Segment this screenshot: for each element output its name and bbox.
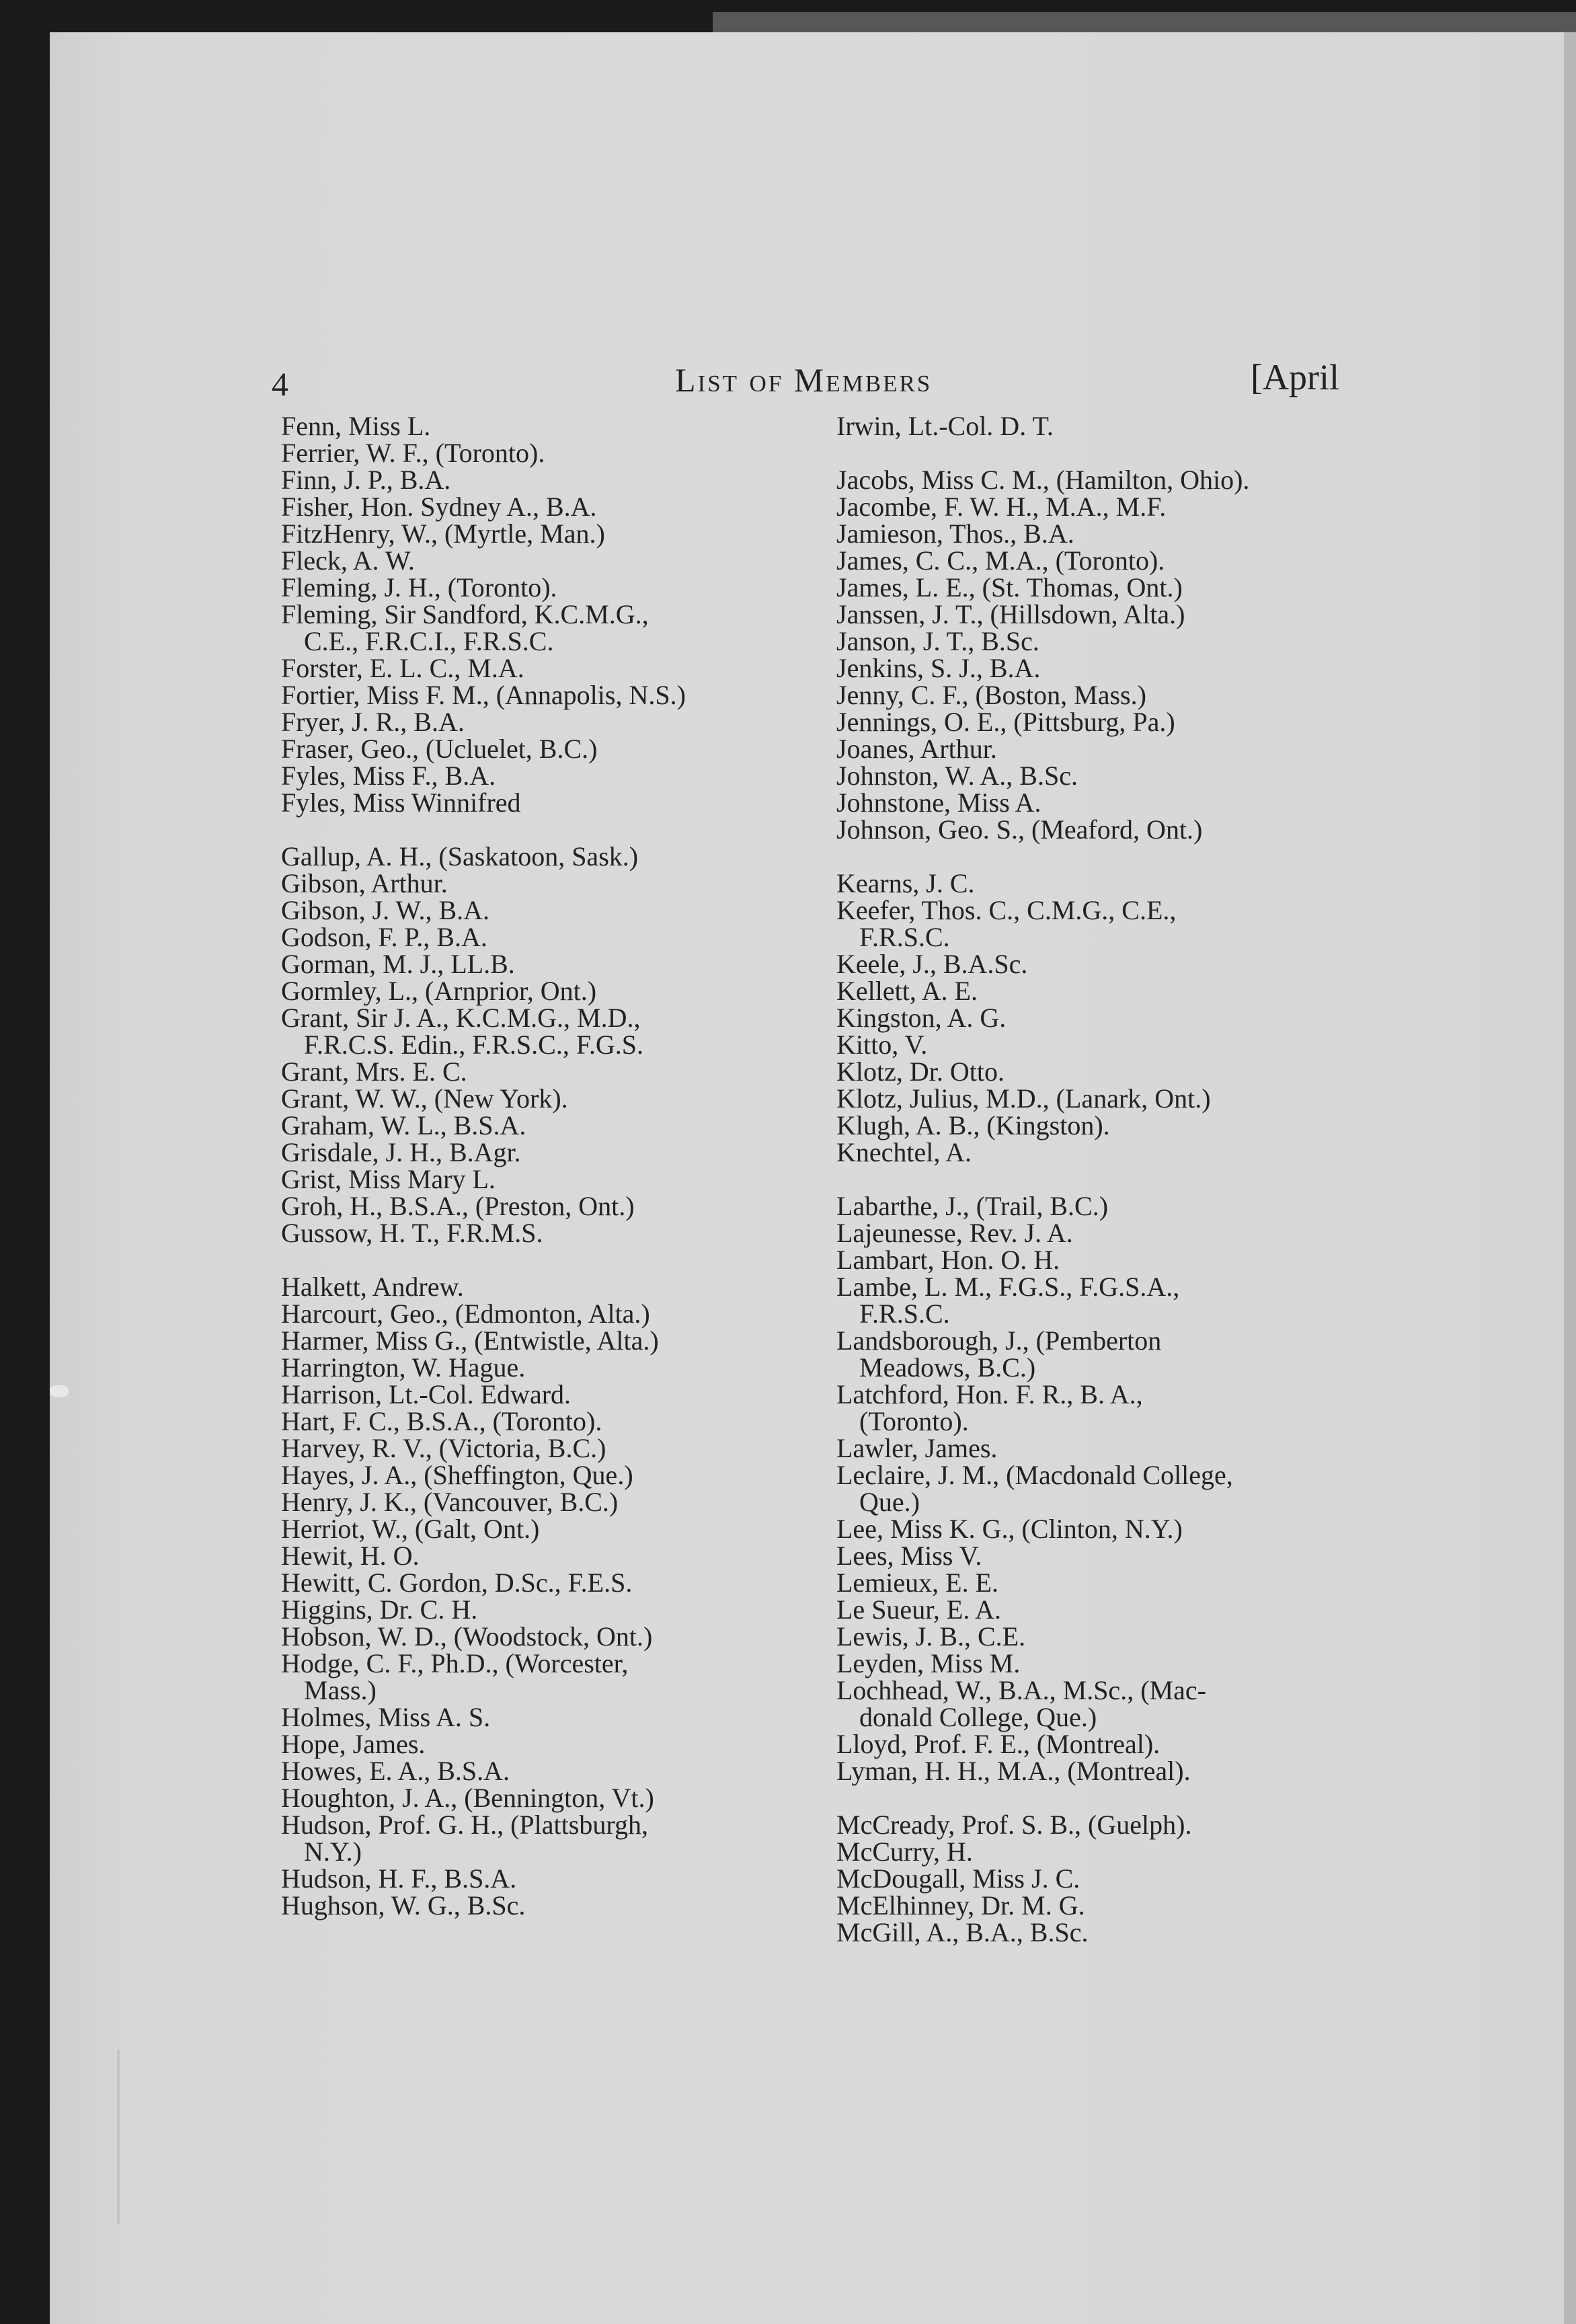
member-entry: Herriot, W., (Galt, Ont.) [281, 1514, 540, 1544]
member-entry: Le Sueur, E. A. [836, 1594, 1002, 1625]
member-entry-continuation: F.R.S.C. [859, 1299, 950, 1329]
member-entry: Hewitt, C. Gordon, D.Sc., F.E.S. [281, 1567, 633, 1598]
member-entry: Graham, W. L., B.S.A. [281, 1110, 526, 1140]
member-entry: Landsborough, J., (Pemberton [836, 1325, 1162, 1356]
member-entry: Hughson, W. G., B.Sc. [281, 1890, 526, 1921]
section-gap [836, 1166, 1374, 1193]
member-entry: Johnstone, Miss A. [836, 787, 1041, 818]
member-entry: Fleming, Sir Sandford, K.C.M.G., [281, 599, 649, 629]
member-entry: Hodge, C. F., Ph.D., (Worcester, [281, 1648, 629, 1678]
member-entry: Forster, E. L. C., M.A. [281, 653, 524, 683]
member-entry: McElhinney, Dr. M. G. [836, 1890, 1085, 1921]
member-entry: Fisher, Hon. Sydney A., B.A. [281, 492, 597, 522]
member-entry: Ferrier, W. F., (Toronto). [281, 438, 545, 468]
member-entry: Gormley, L., (Arnprior, Ont.) [281, 976, 597, 1006]
member-entry: Groh, H., B.S.A., (Preston, Ont.) [281, 1191, 635, 1221]
member-entry: Jacombe, F. W. H., M.A., M.F. [836, 492, 1167, 522]
member-entry: Hayes, J. A., (Sheffington, Que.) [281, 1460, 633, 1490]
member-entry: McCurry, H. [836, 1836, 973, 1867]
member-entry: Klotz, Dr. Otto. [836, 1056, 1004, 1087]
member-entry: Latchford, Hon. F. R., B. A., [836, 1379, 1143, 1409]
member-entry: Higgins, Dr. C. H. [281, 1594, 478, 1625]
member-entry: Grant, W. W., (New York). [281, 1083, 568, 1114]
member-entry: Fleck, A. W. [281, 545, 415, 576]
running-head: List of Members [675, 361, 933, 399]
member-entry: Janson, J. T., B.Sc. [836, 626, 1039, 656]
member-entry: Hudson, Prof. G. H., (Plattsburgh, [281, 1810, 648, 1840]
member-entry: Leyden, Miss M. [836, 1648, 1021, 1678]
member-entry: Grist, Miss Mary L. [281, 1164, 496, 1194]
member-entry: Gussow, H. T., F.R.M.S. [281, 1218, 543, 1248]
member-entry: Hart, F. C., B.S.A., (Toronto). [281, 1406, 602, 1436]
member-entry: Leclaire, J. M., (Macdonald College, [836, 1460, 1233, 1490]
member-entry: Hope, James. [281, 1729, 426, 1759]
member-entry: Kellett, A. E. [836, 976, 978, 1006]
member-entry: Harcourt, Geo., (Edmonton, Alta.) [281, 1299, 650, 1329]
page-fold-mark [117, 2050, 120, 2224]
member-entry: Jamieson, Thos., B.A. [836, 518, 1074, 549]
member-entry: Halkett, Andrew. [281, 1272, 464, 1302]
member-entry: Labarthe, J., (Trail, B.C.) [836, 1191, 1109, 1221]
member-entry: Hewit, H. O. [281, 1541, 420, 1571]
member-entry-continuation: donald College, Que.) [859, 1702, 1097, 1732]
member-entry: Gorman, M. J., LL.B. [281, 949, 515, 979]
member-entry: Gibson, Arthur. [281, 868, 448, 898]
section-gap [836, 843, 1374, 870]
member-entry: Lambe, L. M., F.G.S., F.G.S.A., [836, 1272, 1180, 1302]
member-entry-continuation: Que.) [859, 1487, 920, 1517]
member-entry: FitzHenry, W., (Myrtle, Man.) [281, 518, 605, 549]
page-header [50, 351, 1576, 405]
member-entry: Finn, J. P., B.A. [281, 465, 451, 495]
member-entry: Gibson, J. W., B.A. [281, 895, 490, 925]
member-entry: Kitto, V. [836, 1030, 928, 1060]
scanner-top-edge [713, 12, 1576, 34]
member-entry: Fyles, Miss F., B.A. [281, 761, 496, 791]
member-entry: Knechtel, A. [836, 1137, 972, 1167]
member-entry-continuation: F.R.C.S. Edin., F.R.S.C., F.G.S. [304, 1030, 644, 1060]
member-entry: Lambart, Hon. O. H. [836, 1245, 1060, 1275]
member-entry: Janssen, J. T., (Hillsdown, Alta.) [836, 599, 1185, 629]
member-entry: Godson, F. P., B.A. [281, 922, 487, 952]
section-gap [281, 1247, 819, 1274]
member-entry: Kingston, A. G. [836, 1003, 1007, 1033]
member-entry: Grisdale, J. H., B.Agr. [281, 1137, 521, 1167]
member-entry-continuation: F.R.S.C. [859, 922, 950, 952]
member-entry: McGill, A., B.A., B.Sc. [836, 1917, 1089, 1947]
member-entry: Henry, J. K., (Vancouver, B.C.) [281, 1487, 619, 1517]
member-entry: James, C. C., M.A., (Toronto). [836, 545, 1165, 576]
member-entry: Keefer, Thos. C., C.M.G., C.E., [836, 895, 1177, 925]
member-entry: Jennings, O. E., (Pittsburg, Pa.) [836, 707, 1175, 737]
member-entry: Fyles, Miss Winnifred [281, 787, 521, 818]
member-entry: Lloyd, Prof. F. E., (Montreal). [836, 1729, 1160, 1759]
member-entry: Johnson, Geo. S., (Meaford, Ont.) [836, 814, 1203, 845]
member-entry: Howes, E. A., B.S.A. [281, 1756, 510, 1786]
member-entry: Hobson, W. D., (Woodstock, Ont.) [281, 1621, 653, 1652]
member-entry: Lajeunesse, Rev. J. A. [836, 1218, 1073, 1248]
page [50, 32, 1576, 2324]
right-column [836, 413, 1374, 1946]
member-entry: Hudson, H. F., B.S.A. [281, 1863, 517, 1894]
member-entry: Harrington, W. Hague. [281, 1352, 526, 1383]
member-entry-continuation: C.E., F.R.C.I., F.R.S.C. [304, 626, 554, 656]
member-entry: Fortier, Miss F. M., (Annapolis, N.S.) [281, 680, 686, 710]
page-number: 4 [272, 365, 288, 403]
member-entry: Jenkins, S. J., B.A. [836, 653, 1041, 683]
member-entry: Harvey, R. V., (Victoria, B.C.) [281, 1433, 606, 1463]
member-entry: Lawler, James. [836, 1433, 998, 1463]
member-entry: Lewis, J. B., C.E. [836, 1621, 1026, 1652]
member-entry: Grant, Sir J. A., K.C.M.G., M.D., [281, 1003, 641, 1033]
member-entry: Kearns, J. C. [836, 868, 975, 898]
member-entry: Lochhead, W., B.A., M.Sc., (Mac- [836, 1675, 1206, 1705]
member-entry: Harmer, Miss G., (Entwistle, Alta.) [281, 1325, 659, 1356]
member-entry: Grant, Mrs. E. C. [281, 1056, 467, 1087]
running-head-month: [April [1251, 357, 1339, 397]
member-entry: McCready, Prof. S. B., (Guelph). [836, 1810, 1192, 1840]
member-entry-continuation: N.Y.) [304, 1836, 362, 1867]
member-entry: Harrison, Lt.-Col. Edward. [281, 1379, 572, 1409]
scan-blemish [50, 1385, 69, 1397]
member-entry: Joanes, Arthur. [836, 734, 997, 764]
member-entry: Fraser, Geo., (Ucluelet, B.C.) [281, 734, 598, 764]
member-entry: Johnston, W. A., B.Sc. [836, 761, 1078, 791]
member-entry-continuation: Meadows, B.C.) [859, 1352, 1036, 1383]
member-entry: Lees, Miss V. [836, 1541, 982, 1571]
member-entry: James, L. E., (St. Thomas, Ont.) [836, 572, 1183, 603]
member-entry-continuation: Mass.) [304, 1675, 377, 1705]
member-entry: Lee, Miss K. G., (Clinton, N.Y.) [836, 1514, 1183, 1544]
member-entry: Gallup, A. H., (Saskatoon, Sask.) [281, 841, 639, 872]
member-entry: Klotz, Julius, M.D., (Lanark, Ont.) [836, 1083, 1211, 1114]
member-entry: Irwin, Lt.-Col. D. T. [836, 411, 1054, 441]
member-entry: Jacobs, Miss C. M., (Hamilton, Ohio). [836, 465, 1250, 495]
member-entry: Fleming, J. H., (Toronto). [281, 572, 557, 603]
member-entry: Lemieux, E. E. [836, 1567, 999, 1598]
member-entry: Jenny, C. F., (Boston, Mass.) [836, 680, 1146, 710]
section-gap [836, 440, 1374, 467]
member-entry: Lyman, H. H., M.A., (Montreal). [836, 1756, 1191, 1786]
member-entry: McDougall, Miss J. C. [836, 1863, 1080, 1894]
section-gap [281, 816, 819, 843]
member-entry: Fenn, Miss L. [281, 411, 431, 441]
member-entry: Klugh, A. B., (Kingston). [836, 1110, 1110, 1140]
member-entry: Keele, J., B.A.Sc. [836, 949, 1028, 979]
member-entry: Fryer, J. R., B.A. [281, 707, 465, 737]
left-column [281, 413, 819, 1919]
member-entry: Houghton, J. A., (Bennington, Vt.) [281, 1783, 654, 1813]
member-entry-continuation: (Toronto). [859, 1406, 969, 1436]
member-entry: Holmes, Miss A. S. [281, 1702, 491, 1732]
section-gap [836, 1785, 1374, 1812]
